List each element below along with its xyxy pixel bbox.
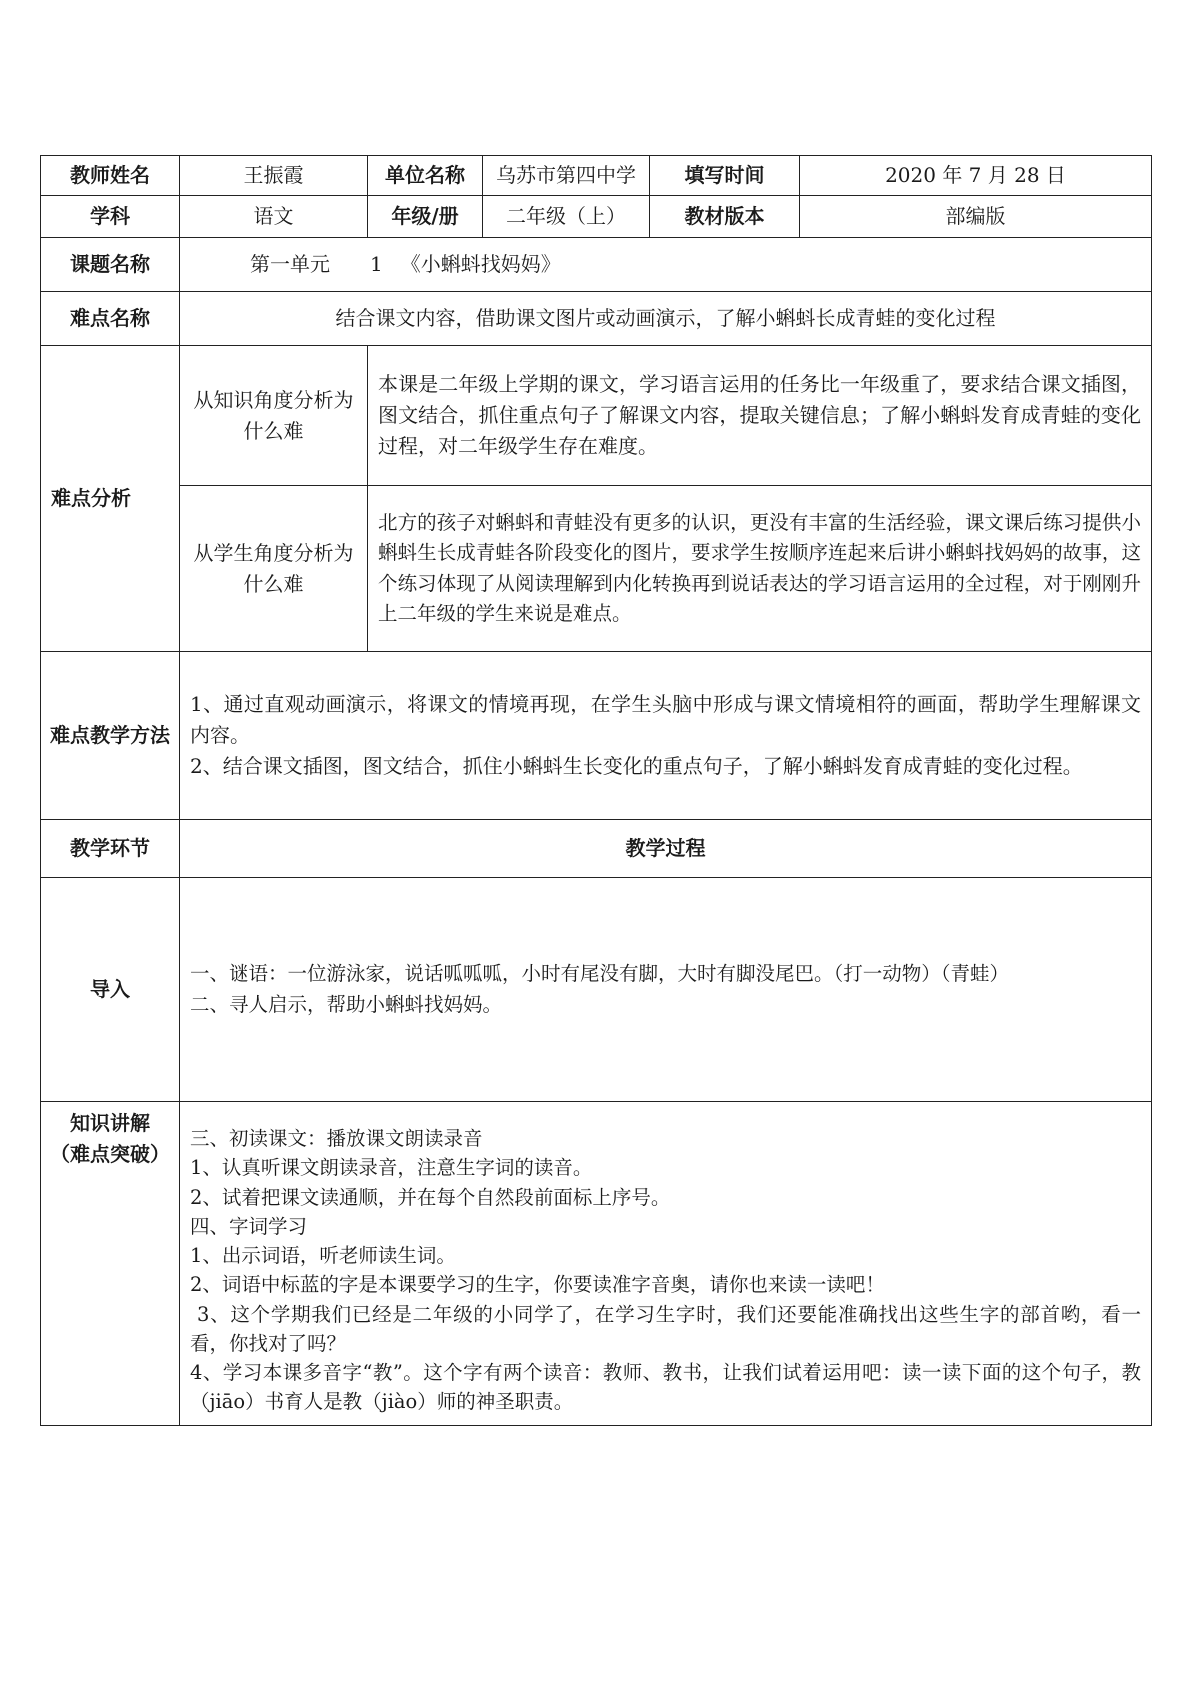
grade-value: 二年级（上） (483, 196, 650, 238)
student-angle-text: 北方的孩子对蝌蚪和青蛙没有更多的认识，更没有丰富的生活经验，课文课后练习提供小蝌蚪生长成青蛙各阶段变化的图片，要求学生按顺序连起来后讲小蝌蚪找妈妈的故事，这个练习体现了从阅读理解到内化转换再到说话表达的学习语言运用的全过程，对于刚刚升上二年级的学生来说是难点。 (368, 486, 1152, 652)
difficulty-value: 结合课文内容，借助课文图片或动画演示，了解小蝌蚪长成青蛙的变化过程 (180, 292, 1152, 346)
subject-row (41, 196, 1152, 238)
topic-row (41, 238, 1152, 292)
knowledge-angle-label-line2: 什么难 (243, 418, 304, 443)
student-angle-label-line1: 从学生角度分析为 (193, 540, 354, 565)
stage-header-label: 教学环节 (41, 820, 180, 878)
edition-label: 教材版本 (650, 196, 800, 238)
edition-value: 部编版 (800, 196, 1152, 238)
teacher-label: 教师姓名 (41, 156, 180, 196)
explain-text (180, 1102, 1152, 1426)
unit-label: 单位名称 (368, 156, 483, 196)
process-header-label: 教学过程 (180, 820, 1152, 878)
student-angle-label (180, 486, 368, 652)
explain-line: 三、初读课文：播放课文朗读录音 (190, 1127, 483, 1150)
knowledge-angle-label-line1: 从知识角度分析为 (193, 387, 354, 412)
difficulty-row (41, 292, 1152, 346)
explain-line: 3、这个学期我们已经是二年级的小同学了，在学习生字时，我们还要能准确找出这些生字的部首哟，看一看，你找对了吗？ (190, 1302, 1141, 1355)
lesson-plan-table (40, 155, 1152, 1426)
explain-row (41, 1102, 1152, 1426)
intro-line-1: 一、谜语：一位游泳家，说话呱呱呱，小时有尾没有脚，大时有脚没尾巴。（打一动物）（青蛙） (190, 962, 1010, 986)
topic-title: 《小蝌蚪找妈妈》 (400, 252, 561, 276)
student-angle-label-line2: 什么难 (243, 571, 304, 596)
explain-label-line2: （难点突破） (50, 1142, 170, 1166)
analysis-knowledge-row (41, 346, 1152, 486)
method-text (180, 652, 1152, 820)
subject-label: 学科 (41, 196, 180, 238)
topic-label: 课题名称 (41, 238, 180, 292)
date-value: 2020 年 7 月 28 日 (800, 156, 1152, 196)
method-row (41, 652, 1152, 820)
difficulty-label: 难点名称 (41, 292, 180, 346)
teacher-row (41, 156, 1152, 196)
unit-value: 乌苏市第四中学 (483, 156, 650, 196)
explain-line: 1、认真听课文朗读录音，注意生字词的读音。 (190, 1156, 593, 1180)
explain-line: 4、学习本课多音字“教”。这个字有两个读音：教师、教书，让我们试着运用吧：读一读下面的这个句子，教（jiāo）书育人是教（jiào）师的神圣职责。 (190, 1361, 1141, 1414)
date-label: 填写时间 (650, 156, 800, 196)
intro-line-2: 二、寻人启示，帮助小蝌蚪找妈妈。 (190, 992, 503, 1016)
knowledge-angle-label (180, 346, 368, 486)
analysis-student-row (41, 486, 1152, 652)
topic-value (180, 238, 1152, 292)
intro-text (180, 878, 1152, 1102)
method-line-2: 2、结合课文插图，图文结合，抓住小蝌蚪生长变化的重点句子，了解小蝌蚪发育成青蛙的变化过程。 (190, 754, 1083, 778)
subject-value: 语文 (180, 196, 368, 238)
explain-label (41, 1102, 180, 1426)
explain-line: 四、字词学习 (190, 1214, 308, 1238)
method-line-1: 1、通过直观动画演示，将课文的情境再现，在学生头脑中形成与课文情境相符的画面，帮助学生理解课文内容。 (190, 692, 1141, 747)
topic-number: 1 (370, 252, 383, 276)
process-header-row (41, 820, 1152, 878)
intro-label: 导入 (41, 878, 180, 1102)
lesson-plan-form (40, 155, 1151, 1426)
explain-label-line1: 知识讲解 (70, 1111, 150, 1135)
topic-unit: 第一单元 (250, 252, 330, 276)
explain-line: 2、试着把课文读通顺，并在每个自然段前面标上序号。 (190, 1185, 671, 1209)
intro-row (41, 878, 1152, 1102)
explain-line: 2、词语中标蓝的字是本课要学习的生字，你要读准字音奥，请你也来读一读吧！ (190, 1273, 885, 1297)
analysis-label: 难点分析 (41, 346, 180, 652)
teacher-value: 王振霞 (180, 156, 368, 196)
explain-line: 1、出示词语，听老师读生词。 (190, 1244, 456, 1267)
method-label: 难点教学方法 (41, 652, 180, 820)
knowledge-angle-text: 本课是二年级上学期的课文，学习语言运用的任务比一年级重了，要求结合课文插图，图文结合，抓住重点句子了解课文内容，提取关键信息；了解小蝌蚪发育成青蛙的变化过程，对二年级学生存在难度。 (368, 346, 1152, 486)
grade-label: 年级/册 (368, 196, 483, 238)
